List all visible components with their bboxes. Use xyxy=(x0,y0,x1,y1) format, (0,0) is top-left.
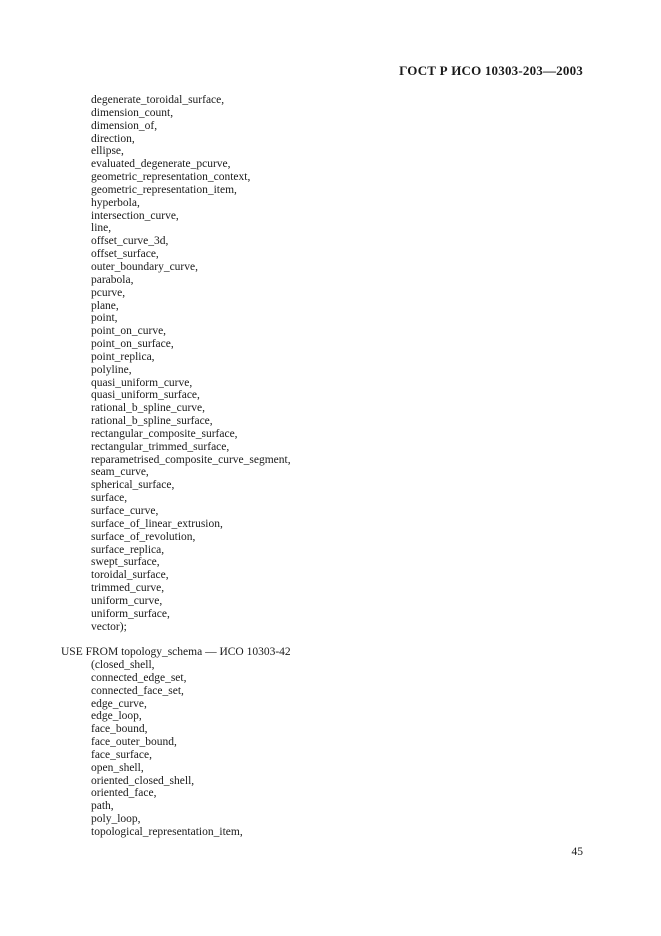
geometry-entity-item: point_replica, xyxy=(91,350,155,363)
topology-entity-item: poly_loop, xyxy=(91,813,141,826)
topology-entity-list xyxy=(91,659,243,839)
geometry-entity-item: uniform_surface, xyxy=(91,607,170,620)
topology-entity-item: edge_loop, xyxy=(91,710,142,723)
geometry-entity-item: quasi_uniform_curve, xyxy=(91,376,193,389)
geometry-entity-item: vector); xyxy=(91,620,127,633)
geometry-entity-item: trimmed_curve, xyxy=(91,582,165,595)
geometry-entity-item: seam_curve, xyxy=(91,466,149,479)
geometry-entity-item: surface_curve, xyxy=(91,505,159,517)
geometry-entity-list xyxy=(91,94,291,633)
geometry-entity-item: parabola, xyxy=(91,273,134,286)
geometry-entity-item: direction, xyxy=(91,132,135,145)
geometry-entity-item: dimension_of, xyxy=(91,119,158,132)
geometry-entity-item: geometric_representation_context, xyxy=(91,171,251,184)
topology-entity-item: connected_face_set, xyxy=(91,684,184,697)
geometry-entity-item: rational_b_spline_curve, xyxy=(91,402,206,415)
geometry-entity-item: swept_surface, xyxy=(91,556,160,569)
geometry-entity-item: quasi_uniform_surface, xyxy=(91,389,200,402)
geometry-entity-item: intersection_curve, xyxy=(91,209,179,222)
geometry-entity-item: surface_of_linear_extrusion, xyxy=(91,517,223,530)
geometry-entity-item: polyline, xyxy=(91,363,132,376)
topology-entity-item: (closed_shell, xyxy=(91,659,155,671)
geometry-entity-item: evaluated_degenerate_pcurve, xyxy=(91,158,231,171)
use-from-statement: USE FROM topology_schema — ИСО 10303-42 xyxy=(61,646,291,658)
geometry-entity-item: outer_boundary_curve, xyxy=(91,260,198,273)
geometry-entity-item: reparametrised_composite_curve_segment, xyxy=(91,453,291,466)
geometry-entity-item: toroidal_surface, xyxy=(91,569,169,582)
topology-entity-item: oriented_closed_shell, xyxy=(91,774,195,787)
geometry-entity-item: rational_b_spline_surface, xyxy=(91,415,213,428)
geometry-entity-item: spherical_surface, xyxy=(91,479,175,492)
topology-entity-item: face_bound, xyxy=(91,723,148,736)
geometry-entity-item: geometric_representation_item, xyxy=(91,183,237,196)
geometry-entity-item: line, xyxy=(91,222,112,235)
topology-entity-item: topological_representation_item, xyxy=(91,825,243,838)
topology-entity-item: connected_edge_set, xyxy=(91,671,187,684)
geometry-entity-item: surface_replica, xyxy=(91,543,165,556)
geometry-entity-item: point_on_curve, xyxy=(91,325,167,338)
geometry-entity-item: surface_of_revolution, xyxy=(91,530,196,543)
geometry-entity-item: degenerate_toroidal_surface, xyxy=(91,94,225,106)
geometry-entity-item: offset_curve_3d, xyxy=(91,235,169,248)
geometry-entity-item: pcurve, xyxy=(91,286,126,299)
geometry-entity-item: ellipse, xyxy=(91,145,124,158)
page-number: 45 xyxy=(571,846,583,858)
geometry-entity-item: uniform_curve, xyxy=(91,594,163,607)
topology-entity-item: edge_curve, xyxy=(91,697,147,710)
geometry-entity-item: point, xyxy=(91,312,118,325)
document-header: ГОСТ Р ИСО 10303-203—2003 xyxy=(399,63,583,78)
geometry-entity-item: rectangular_composite_surface, xyxy=(91,427,238,440)
geometry-entity-item: plane, xyxy=(91,299,119,312)
geometry-entity-item: point_on_surface, xyxy=(91,338,174,351)
geometry-entity-item: rectangular_trimmed_surface, xyxy=(91,440,230,453)
topology-entity-item: oriented_face, xyxy=(91,787,157,800)
geometry-entity-item: dimension_count, xyxy=(91,106,174,119)
geometry-entity-item: surface, xyxy=(91,492,128,505)
topology-entity-item: path, xyxy=(91,800,114,813)
topology-entity-item: face_surface, xyxy=(91,748,152,761)
topology-entity-item: open_shell, xyxy=(91,761,144,774)
topology-entity-item: face_outer_bound, xyxy=(91,736,177,749)
geometry-entity-item: offset_surface, xyxy=(91,248,159,261)
geometry-entity-item: hyperbola, xyxy=(91,196,140,209)
